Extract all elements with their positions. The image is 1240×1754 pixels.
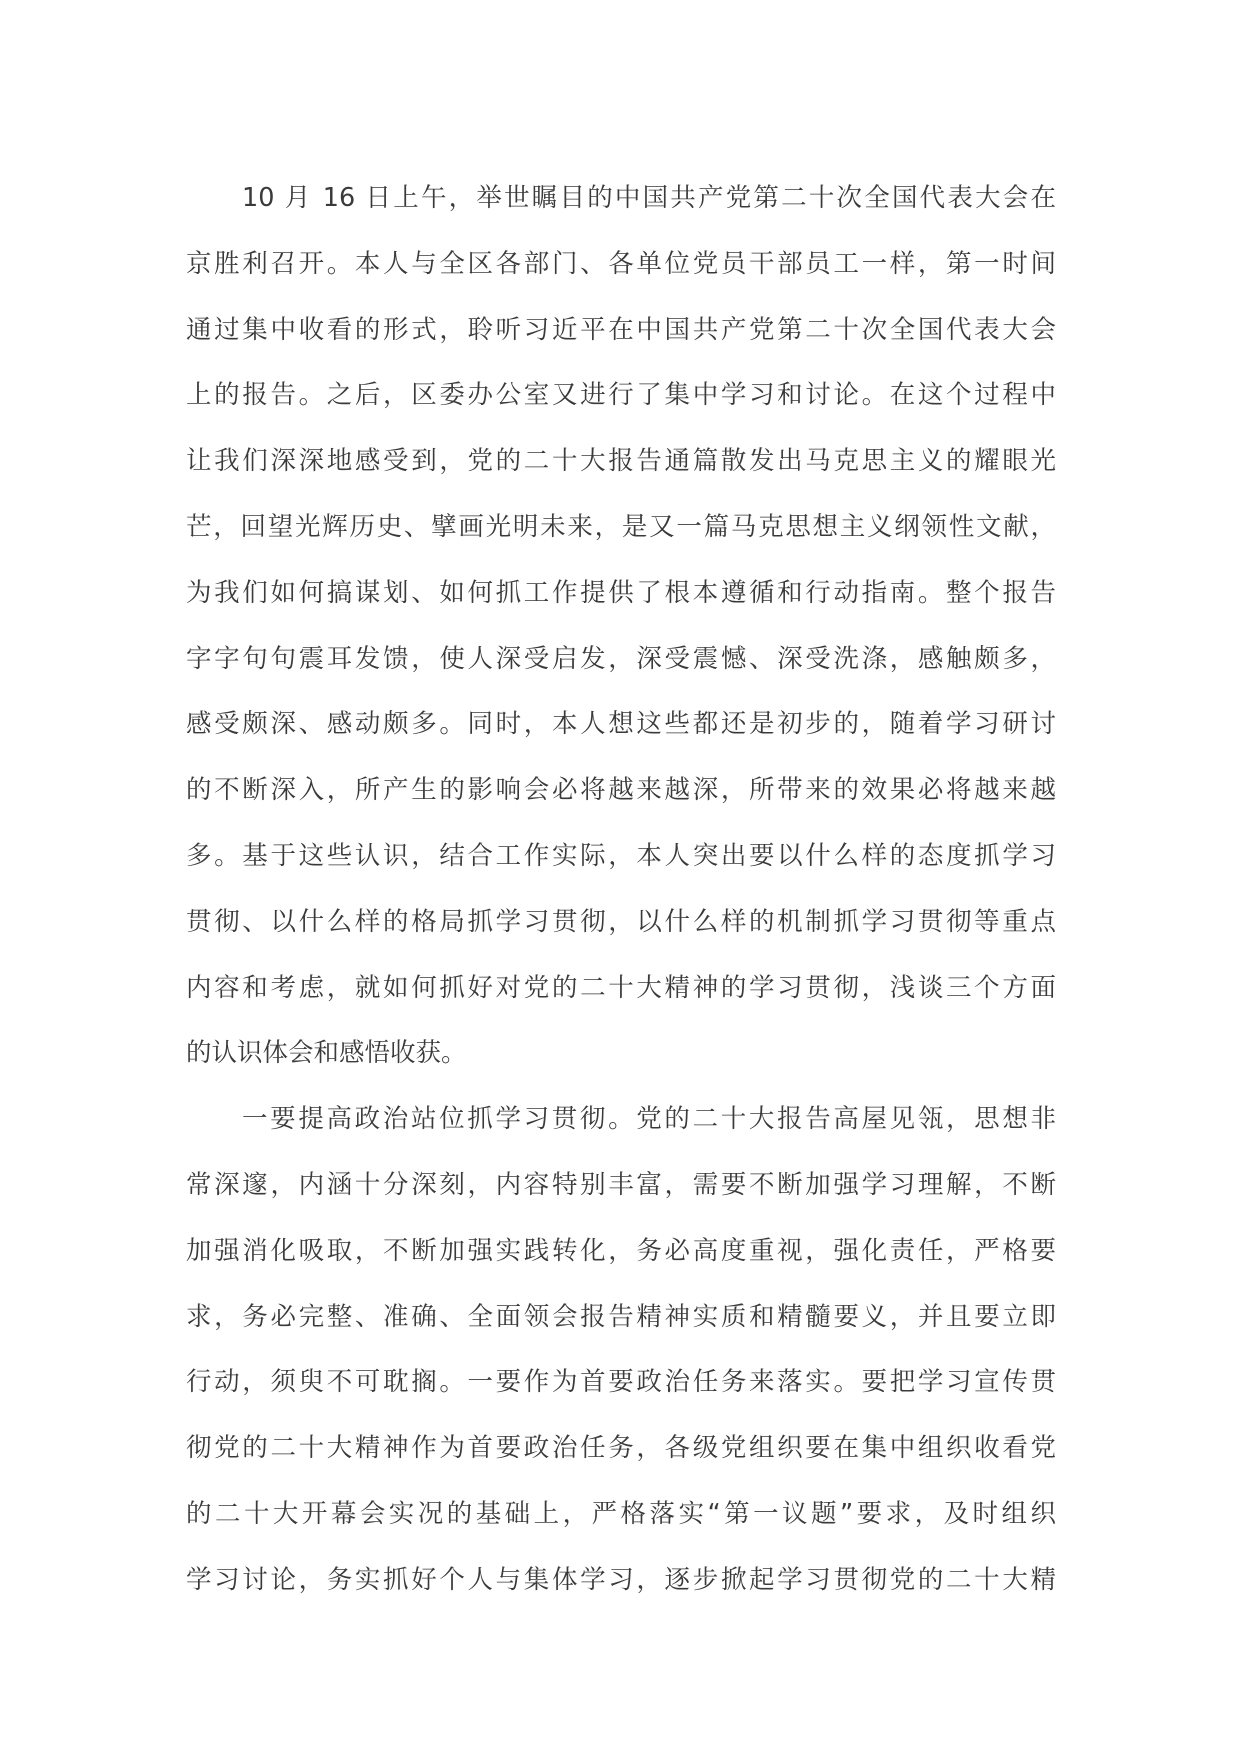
paragraph-1-line: 贯彻、以什么样的格局抓学习贯彻，以什么样的机制抓学习贯彻等重点 [186,906,1056,937]
paragraph-1-line: 多。基于这些认识，结合工作实际，本人突出要以什么样的态度抓学习 [186,840,1056,871]
paragraph-1-line: 上的报告。之后，区委办公室又进行了集中学习和讨论。在这个过程中 [186,380,1056,411]
paragraph-2-line: 求，务必完整、准确、全面领会报告精神实质和精髓要义，并且要立即 [186,1301,1056,1332]
paragraph-1-line: 让我们深深地感受到，党的二十大报告通篇散发出马克思主义的耀眼光 [186,446,1056,477]
paragraph-2-line: 常深邃，内涵十分深刻，内容特别丰富，需要不断加强学习理解，不断 [186,1169,1056,1200]
paragraph-1-line: 10 月 16 日上午，举世瞩目的中国共产党第二十次全国代表大会在 [242,183,1056,213]
paragraph-2-line: 行动，须臾不可耽搁。一要作为首要政治任务来落实。要把学习宣传贯 [186,1367,1056,1398]
paragraph-1-line: 芒，回望光辉历史、擘画光明未来，是又一篇马克思想主义纲领性文献， [186,511,1056,542]
paragraph-2-line: 加强消化吸取，不断加强实践转化，务必高度重视，强化责任，严格要 [186,1235,1056,1266]
paragraph-1-line: 为我们如何搞谋划、如何抓工作提供了根本遵循和行动指南。整个报告 [186,577,1056,608]
paragraph-1-line: 感受颇深、感动颇多。同时，本人想这些都还是初步的，随着学习研讨 [186,709,1056,740]
paragraph-1-line: 通过集中收看的形式，聆听习近平在中国共产党第二十次全国代表大会 [186,314,1056,345]
document-body [186,170,1056,1618]
paragraph-2-line: 的二十大开幕会实况的基础上，严格落实“第一议题”要求，及时组织 [186,1498,1056,1529]
paragraph-1-line: 的不断深入，所产生的影响会必将越来越深，所带来的效果必将越来越 [186,775,1056,806]
paragraph-2-line: 一要提高政治站位抓学习贯彻。党的二十大报告高屋见瓴，思想非 [242,1104,1056,1135]
paragraph-1-line: 字字句句震耳发馈，使人深受启发，深受震憾、深受洗涤，感触颇多， [186,643,1056,674]
paragraph-2-line: 彻党的二十大精神作为首要政治任务，各级党组织要在集中组织收看党 [186,1433,1056,1464]
paragraph-1-line: 京胜利召开。本人与全区各部门、各单位党员干部员工一样，第一时间 [186,248,1056,279]
paragraph-1-line: 内容和考虑，就如何抓好对党的二十大精神的学习贯彻，浅谈三个方面 [186,972,1056,1003]
paragraph-1-last-line: 的认识体会和感悟收获。 [186,1038,467,1069]
paragraph-2-line: 学习讨论，务实抓好个人与集体学习，逐步掀起学习贯彻党的二十大精 [186,1564,1056,1595]
